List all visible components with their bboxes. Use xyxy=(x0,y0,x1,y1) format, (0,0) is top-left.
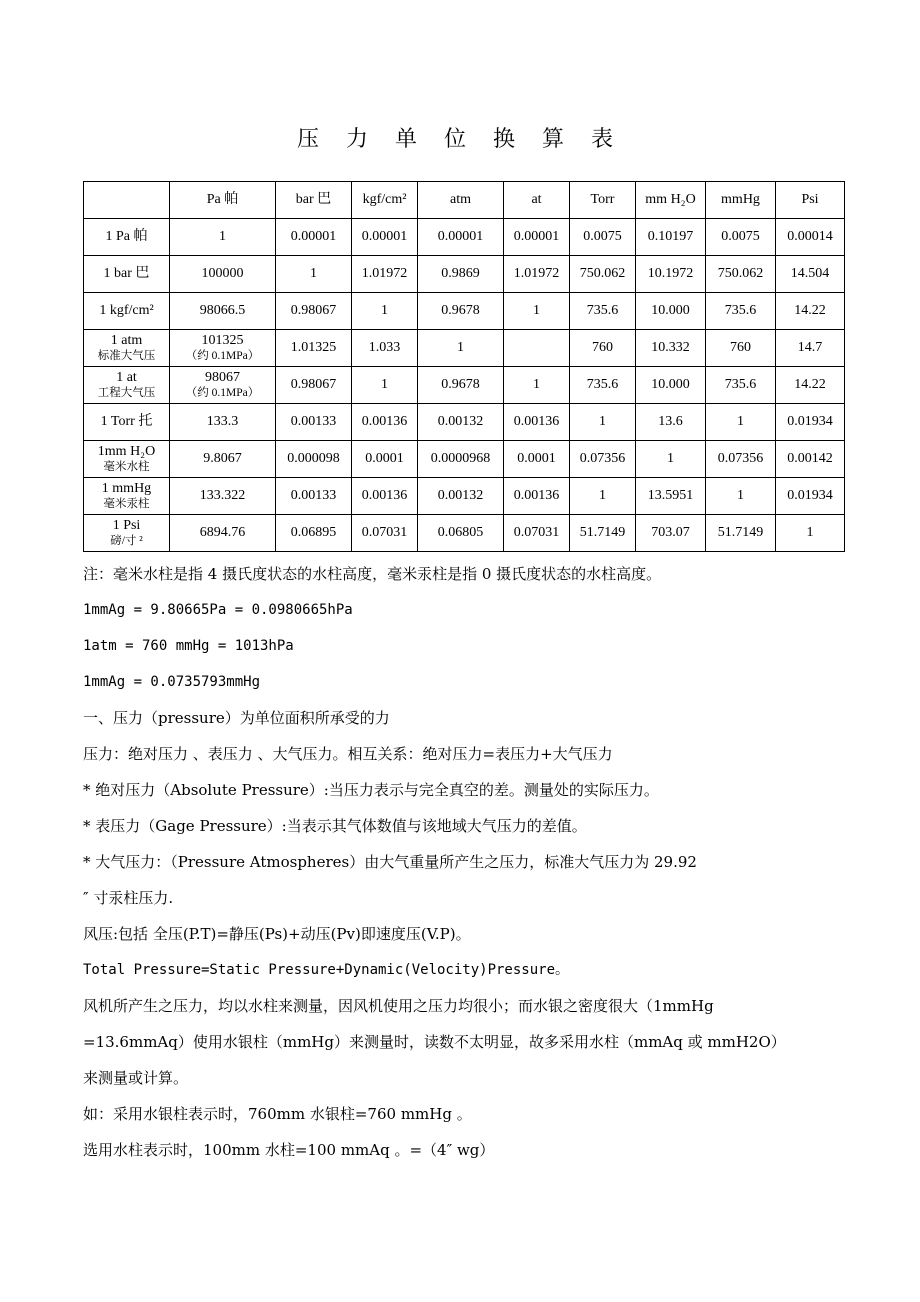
table-cell: 0.0075 xyxy=(570,219,636,256)
table-row xyxy=(84,478,845,515)
equation-line: 1mmAg = 9.80665Pa = 0.0980665hPa xyxy=(83,602,353,618)
row-header-label: 1 at xyxy=(116,370,137,385)
table-cell: 1 xyxy=(706,404,776,441)
table-cell: 1.01972 xyxy=(352,256,418,293)
table-cell: 100000 xyxy=(170,256,276,293)
row-header xyxy=(84,441,170,478)
table-cell: 735.6 xyxy=(706,367,776,404)
row-header: 1 bar 巴 xyxy=(84,256,170,293)
header-cell: Psi xyxy=(776,182,845,219)
table-row xyxy=(84,219,845,256)
header-cell: mmHg xyxy=(706,182,776,219)
table-cell: 10.000 xyxy=(636,293,706,330)
table-cell: 0.07356 xyxy=(570,441,636,478)
row-header xyxy=(84,478,170,515)
table-cell: 0.06805 xyxy=(418,515,504,552)
page-title: 压 力 单 位 换 算 表 xyxy=(297,127,623,152)
row-header-sublabel: 磅/寸 ² xyxy=(110,535,143,547)
table-row xyxy=(84,293,845,330)
table-cell: 133.3 xyxy=(170,404,276,441)
table-cell: 0.01934 xyxy=(776,478,845,515)
table-cell: 0.00001 xyxy=(418,219,504,256)
table-cell: 0.10197 xyxy=(636,219,706,256)
row-header-label: 1mm H₂O xyxy=(97,444,156,459)
equation-line: 1mmAg = 0.0735793mmHg xyxy=(83,674,261,690)
table-cell: 0.07031 xyxy=(352,515,418,552)
table-row xyxy=(84,441,845,478)
table-cell: 1.033 xyxy=(352,330,418,367)
table-cell: 0.00133 xyxy=(276,404,352,441)
row-header: 1 kgf/cm² xyxy=(84,293,170,330)
table-cell: 0.00136 xyxy=(352,404,418,441)
table-cell: 1.01325 xyxy=(276,330,352,367)
equation-line: 1atm = 760 mmHg = 1013hPa xyxy=(83,638,294,654)
header-cell: Torr xyxy=(570,182,636,219)
header-cell: atm xyxy=(418,182,504,219)
table-cell: 1 xyxy=(776,515,845,552)
table-cell: 0.000098 xyxy=(276,441,352,478)
table-cell: 0.00001 xyxy=(276,219,352,256)
table-cell: 0.00014 xyxy=(776,219,845,256)
table-cell: 1 xyxy=(170,219,276,256)
table-cell xyxy=(504,330,570,367)
table-cell: 1 xyxy=(352,293,418,330)
table-cell: 0.07356 xyxy=(706,441,776,478)
table-cell: 51.7149 xyxy=(570,515,636,552)
bullet-gage-pressure: * 表压力（Gage Pressure）:当表示其气体数值与该地域大气压力的差值。 xyxy=(83,817,587,835)
table-row xyxy=(84,330,845,367)
conversion-table xyxy=(83,181,845,552)
row-header: 1 Torr 托 xyxy=(84,404,170,441)
table-cell: 750.062 xyxy=(570,256,636,293)
row-header: 1 Pa 帕 xyxy=(84,219,170,256)
table-cell: 0.00142 xyxy=(776,441,845,478)
table-cell: 14.22 xyxy=(776,367,845,404)
section-heading: 一、压力（pressure）为单位面积所承受的力 xyxy=(83,709,390,727)
table-cell: 735.6 xyxy=(570,293,636,330)
paragraph-continuation: 来测量或计算。 xyxy=(83,1069,189,1087)
table-cell: 0.00132 xyxy=(418,404,504,441)
paragraph: Total Pressure=Static Pressure+Dynamic(Velocity)Pressure。 xyxy=(83,962,570,978)
table-cell: 0.00133 xyxy=(276,478,352,515)
bullet-absolute-pressure: * 绝对压力（Absolute Pressure）:当压力表示与完全真空的差。测量处的实际压力。 xyxy=(83,781,659,799)
table-cell: 13.5951 xyxy=(636,478,706,515)
table-cell: 133.322 xyxy=(170,478,276,515)
table-cell: 703.07 xyxy=(636,515,706,552)
table-cell: 10.000 xyxy=(636,367,706,404)
table-cell: 0.0000968 xyxy=(418,441,504,478)
table-cell xyxy=(170,367,276,404)
header-cell: bar 巴 xyxy=(276,182,352,219)
notes-section xyxy=(83,562,843,1174)
table-row xyxy=(84,256,845,293)
table-cell: 1 xyxy=(276,256,352,293)
table-cell: 13.6 xyxy=(636,404,706,441)
table-cell: 735.6 xyxy=(570,367,636,404)
table-cell: 1 xyxy=(570,478,636,515)
table-cell: 1 xyxy=(504,293,570,330)
table-cell: 0.00136 xyxy=(504,478,570,515)
example-line: 如：采用水银柱表示时，760mm 水银柱=760 mmHg 。 xyxy=(83,1105,472,1123)
table-cell: 735.6 xyxy=(706,293,776,330)
table-cell: 1.01972 xyxy=(504,256,570,293)
table-cell: 14.22 xyxy=(776,293,845,330)
header-cell: mm H₂O xyxy=(636,182,706,219)
table-cell: 0.00136 xyxy=(504,404,570,441)
cell-note: （约 0.1MPa） xyxy=(185,387,260,399)
paragraph: 风压:包括 全压(P.T)=静压(Ps)+动压(Pv)即速度压(V.P)。 xyxy=(83,925,471,943)
bullet-continuation: ″ 寸汞柱压力. xyxy=(83,889,174,907)
table-cell: 10.332 xyxy=(636,330,706,367)
row-header xyxy=(84,330,170,367)
row-header-label: 1 mmHg xyxy=(101,481,152,496)
table-cell: 51.7149 xyxy=(706,515,776,552)
table-cell: 0.01934 xyxy=(776,404,845,441)
table-header-row xyxy=(84,182,845,219)
cell-note: （约 0.1MPa） xyxy=(185,350,260,362)
table-row xyxy=(84,367,845,404)
table-cell: 1 xyxy=(706,478,776,515)
table-cell: 0.0001 xyxy=(352,441,418,478)
table-cell: 760 xyxy=(570,330,636,367)
table-cell: 14.7 xyxy=(776,330,845,367)
table-cell: 9.8067 xyxy=(170,441,276,478)
table-cell: 6894.76 xyxy=(170,515,276,552)
table-cell: 0.9869 xyxy=(418,256,504,293)
table-cell: 14.504 xyxy=(776,256,845,293)
table-cell: 0.00136 xyxy=(352,478,418,515)
table-cell: 0.07031 xyxy=(504,515,570,552)
header-cell: Pa 帕 xyxy=(170,182,276,219)
row-header-label: 1 atm xyxy=(110,333,143,348)
table-cell: 0.06895 xyxy=(276,515,352,552)
table-cell: 1 xyxy=(570,404,636,441)
cell-value: 98067 xyxy=(205,370,240,385)
bullet-atmospheric-pressure: * 大气压力：（Pressure Atmospheres）由大气重量所产生之压力，标准大气压力为 29.92 xyxy=(83,853,697,871)
row-header-sublabel: 工程大气压 xyxy=(97,387,156,399)
cell-value: 101325 xyxy=(201,333,244,348)
table-cell: 1 xyxy=(504,367,570,404)
header-cell xyxy=(84,182,170,219)
paragraph-continuation: =13.6mmAq）使用水银柱（mmHg）来测量时，读数不太明显，故多采用水柱（mmAq 或 mmH2O） xyxy=(83,1033,786,1051)
paragraph: 风机所产生之压力，均以水柱来测量，因风机使用之压力均很小；而水银之密度很大（1mmHg xyxy=(83,997,714,1015)
table-row xyxy=(84,404,845,441)
row-header-sublabel: 毫米水柱 xyxy=(103,461,150,473)
table-cell: 0.00001 xyxy=(352,219,418,256)
table-cell: 1 xyxy=(636,441,706,478)
row-header xyxy=(84,515,170,552)
row-header-sublabel: 标准大气压 xyxy=(97,350,156,362)
table-footnote: 注：毫米水柱是指 4 摄氏度状态的水柱高度，毫米汞柱是指 0 摄氏度状态的水柱高度。 xyxy=(83,565,662,583)
table-cell: 0.9678 xyxy=(418,367,504,404)
table-cell: 0.98067 xyxy=(276,367,352,404)
table-cell: 1 xyxy=(418,330,504,367)
table-cell: 98066.5 xyxy=(170,293,276,330)
table-cell: 750.062 xyxy=(706,256,776,293)
table-cell: 0.00001 xyxy=(504,219,570,256)
table-cell: 10.1972 xyxy=(636,256,706,293)
header-cell: at xyxy=(504,182,570,219)
row-header xyxy=(84,367,170,404)
table-cell: 0.98067 xyxy=(276,293,352,330)
paragraph: 压力：绝对压力 、表压力 、大气压力。相互关系：绝对压力=表压力+大气压力 xyxy=(83,745,613,763)
table-cell: 760 xyxy=(706,330,776,367)
row-header-sublabel: 毫米汞柱 xyxy=(103,498,150,510)
header-cell: kgf/cm² xyxy=(352,182,418,219)
example-line: 选用水柱表示时，100mm 水柱=100 mmAq 。=（4″ wg） xyxy=(83,1141,495,1159)
table-cell: 0.0075 xyxy=(706,219,776,256)
row-header-label: 1 Psi xyxy=(112,518,141,533)
table-cell: 0.0001 xyxy=(504,441,570,478)
table-cell: 0.9678 xyxy=(418,293,504,330)
table-cell: 1 xyxy=(352,367,418,404)
table-cell: 0.00132 xyxy=(418,478,504,515)
table-row xyxy=(84,515,845,552)
table-cell xyxy=(170,330,276,367)
